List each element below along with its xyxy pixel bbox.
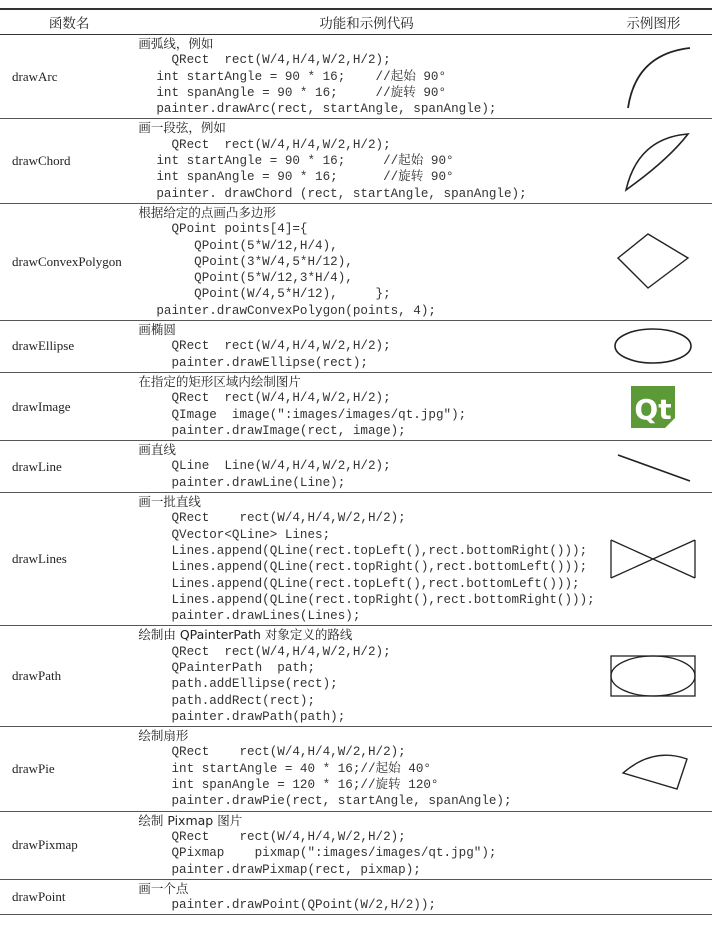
example-figure-chord [595, 119, 712, 203]
function-description: 绘制由 QPainterPath 对象定义的路线 [138, 627, 353, 643]
code-line: painter.drawImage(rect, image); [156, 423, 406, 438]
code-line: painter. drawChord (rect, startAngle, spanAngle); [156, 186, 527, 201]
function-name: drawArc [0, 35, 138, 119]
code-line: painter.drawEllipse(rect); [156, 355, 368, 370]
code-line: QPoint points[4]={ [156, 222, 308, 237]
code-line: QRect rect(W/4,H/4,W/2,H/2); [156, 53, 391, 68]
code-line: painter.drawPath(path); [156, 709, 346, 724]
header-example-figure: 示例图形 [595, 9, 712, 35]
code-line: painter.drawPie(rect, startAngle, spanAngle); [156, 794, 512, 809]
table-row [0, 119, 712, 203]
code-line: QPainterPath path; [156, 660, 316, 675]
function-description: 根据给定的点画凸多边形 [138, 204, 276, 220]
table-row [0, 321, 712, 373]
table-row [0, 203, 712, 320]
code-line: painter.drawLines(Lines); [156, 609, 361, 624]
code-cell [138, 119, 594, 203]
code-line: QRect rect(W/4,H/4,W/2,H/2); [156, 829, 406, 844]
code-line: painter.drawLine(Line); [156, 475, 346, 490]
code-line: int startAngle = 90 * 16; //起始 90° [156, 69, 447, 84]
qt-logo-icon [595, 372, 712, 440]
code-line: QPoint(5*W/12,3*H/4), [156, 271, 353, 286]
example-figure-lines [595, 493, 712, 626]
code-cell [138, 626, 594, 727]
function-description: 绘制 Pixmap 图片 [138, 812, 243, 828]
code-line: Lines.append(QLine(rect.topLeft(),rect.bottomRight())); [156, 543, 588, 558]
svg-text:Qt: Qt [634, 392, 672, 426]
function-name: drawPixmap [0, 811, 138, 879]
code-line: painter.drawConvexPolygon(points, 4); [156, 303, 436, 318]
code-line: QPoint(W/4,5*H/12), }; [156, 287, 391, 302]
function-name: drawPoint [0, 879, 138, 915]
example-figure-line [595, 441, 712, 493]
code-cell [138, 203, 594, 320]
code-line: path.addEllipse(rect); [156, 677, 338, 692]
table-row [0, 493, 712, 626]
code-line: QPoint(5*W/12,H/4), [156, 238, 338, 253]
table-row [0, 372, 712, 440]
code-line: QRect rect(W/4,H/4,W/2,H/2); [156, 745, 406, 760]
function-description: 在指定的矩形区域内绘制图片 [138, 373, 301, 389]
code-cell [138, 493, 594, 626]
code-cell [138, 372, 594, 440]
code-line: QPixmap pixmap(":images/images/qt.jpg"); [156, 846, 497, 861]
function-description: 画一段弦，例如 [138, 120, 226, 136]
code-line: int spanAngle = 90 * 16; //旋转 90° [156, 170, 454, 185]
code-line: int startAngle = 40 * 16;//起始 40° [156, 761, 431, 776]
code-cell [138, 35, 594, 119]
table-row [0, 626, 712, 727]
code-line: painter.drawPixmap(rect, pixmap); [156, 862, 421, 877]
example-figure-none [595, 879, 712, 915]
function-table [0, 8, 712, 915]
code-cell [138, 321, 594, 373]
code-line: Lines.append(QLine(rect.topRight(),rect.bottomRight())); [156, 592, 595, 607]
table-row [0, 879, 712, 915]
code-line: QPoint(3*W/4,5*H/12), [156, 254, 353, 269]
code-line: QRect rect(W/4,H/4,W/2,H/2); [156, 644, 391, 659]
function-name: drawConvexPolygon [0, 203, 138, 320]
code-cell [138, 727, 594, 811]
code-line: painter.drawArc(rect, startAngle, spanAngle); [156, 102, 497, 117]
code-line: QRect rect(W/4,H/4,W/2,H/2); [156, 137, 391, 152]
function-description: 绘制扇形 [138, 728, 189, 744]
function-name: drawPie [0, 727, 138, 811]
function-description: 画一批直线 [138, 494, 201, 510]
code-line: int spanAngle = 90 * 16; //旋转 90° [156, 85, 447, 100]
code-line: path.addRect(rect); [156, 693, 316, 708]
code-line: QLine Line(W/4,H/4,W/2,H/2); [156, 459, 391, 474]
function-name: drawLine [0, 441, 138, 493]
code-line: int startAngle = 90 * 16; //起始 90° [156, 154, 454, 169]
code-line: QImage image(":images/images/qt.jpg"); [156, 407, 467, 422]
example-figure-path [595, 626, 712, 727]
function-name: drawImage [0, 372, 138, 440]
code-line: QRect rect(W/4,H/4,W/2,H/2); [156, 391, 391, 406]
table-row [0, 441, 712, 493]
code-line: Lines.append(QLine(rect.topRight(),rect.bottomLeft())); [156, 560, 588, 575]
code-cell [138, 441, 594, 493]
table-row [0, 811, 712, 879]
code-cell [138, 879, 594, 915]
code-line: QRect rect(W/4,H/4,W/2,H/2); [156, 511, 406, 526]
code-line: QRect rect(W/4,H/4,W/2,H/2); [156, 339, 391, 354]
code-line: QVector<QLine> Lines; [156, 527, 331, 542]
header-description-code: 功能和示例代码 [138, 9, 594, 35]
table-row [0, 35, 712, 119]
code-line: painter.drawPoint(QPoint(W/2,H/2)); [156, 898, 436, 913]
header-function-name: 函数名 [0, 9, 138, 35]
example-figure-polygon [595, 203, 712, 320]
function-name: drawChord [0, 119, 138, 203]
example-figure-ellipse [595, 321, 712, 373]
function-name: drawPath [0, 626, 138, 727]
example-figure-none [595, 811, 712, 879]
code-line: int spanAngle = 120 * 16;//旋转 120° [156, 778, 439, 793]
code-cell [138, 811, 594, 879]
code-line: Lines.append(QLine(rect.topLeft(),rect.bottomLeft())); [156, 576, 580, 591]
function-description: 画椭圆 [138, 322, 176, 338]
table-row [0, 727, 712, 811]
function-name: drawEllipse [0, 321, 138, 373]
example-figure-pie [595, 727, 712, 811]
function-name: drawLines [0, 493, 138, 626]
example-figure-arc [595, 35, 712, 119]
function-description: 画弧线，例如 [138, 36, 214, 51]
function-description: 画直线 [138, 442, 176, 458]
function-description: 画一个点 [138, 880, 189, 896]
